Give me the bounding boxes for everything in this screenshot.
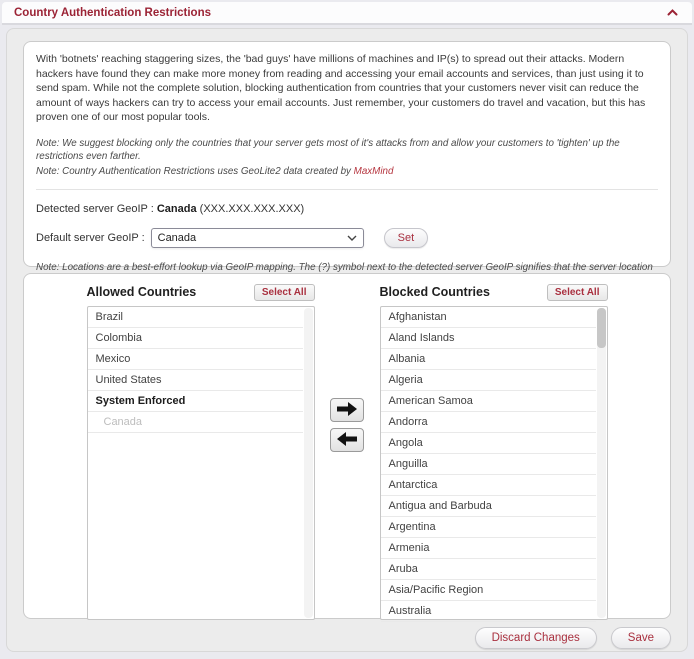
blocked-country-option[interactable]: Albania	[381, 349, 596, 370]
section-titlebar	[2, 2, 692, 25]
allowed-countries-column	[87, 282, 315, 618]
move-to-blocked-button[interactable]	[330, 398, 364, 422]
blocked-countries-column	[380, 282, 608, 618]
default-geoip-label: Default server GeoIP :	[36, 231, 145, 244]
set-button[interactable]: Set	[384, 228, 429, 248]
detected-geoip-label: Detected server GeoIP :	[36, 202, 157, 215]
system-enforced-header: System Enforced	[88, 391, 303, 412]
chevron-up-icon	[667, 4, 678, 19]
allowed-list-scrollbar[interactable]	[304, 308, 313, 618]
detected-geoip-ip: (XXX.XXX.XXX.XXX)	[196, 202, 305, 215]
move-to-allowed-button[interactable]	[330, 428, 364, 452]
blocked-country-option[interactable]: Aruba	[381, 559, 596, 580]
blocked-list-scrollbar-thumb[interactable]	[597, 308, 606, 348]
blocked-country-option[interactable]: Afghanistan	[381, 307, 596, 328]
detected-geoip-line	[36, 203, 658, 215]
page-title: Country Authentication Restrictions	[14, 6, 211, 19]
maxmind-link[interactable]: MaxMind	[353, 165, 394, 177]
blocked-country-option[interactable]: Andorra	[381, 412, 596, 433]
transfer-arrows	[315, 282, 380, 618]
arrow-left-icon	[337, 432, 357, 449]
system-enforced-country: Canada	[88, 412, 303, 433]
default-geoip-select[interactable]	[151, 228, 364, 248]
country-lists-panel	[23, 273, 671, 619]
blocked-country-option[interactable]: Antarctica	[381, 475, 596, 496]
default-geoip-selected-value: Canada	[157, 231, 197, 244]
locations-note: Note: Locations are a best-effort lookup via GeoIP mapping. The (?) symbol next to the detected server GeoIP signifies that the server location	[36, 261, 653, 273]
arrow-right-icon	[337, 402, 357, 419]
divider	[36, 189, 658, 190]
chevron-down-icon	[347, 232, 357, 244]
allowed-country-option[interactable]: Colombia	[88, 328, 303, 349]
blocked-country-option[interactable]: Algeria	[381, 370, 596, 391]
blocked-list-scrollbar[interactable]	[597, 308, 606, 618]
description-panel	[23, 41, 671, 273]
discard-changes-button[interactable]: Discard Changes	[475, 627, 597, 649]
blocked-country-option[interactable]: Armenia	[381, 538, 596, 559]
allowed-country-option[interactable]: Brazil	[88, 307, 303, 328]
default-geoip-row	[36, 228, 658, 248]
footer-actions	[7, 619, 687, 649]
geolite-note-text: Note: Country Authentication Restrictions uses GeoLite2 data created by	[36, 165, 354, 177]
blocked-countries-title: Blocked Countries	[379, 285, 490, 299]
blocked-country-option[interactable]: Angola	[381, 433, 596, 454]
allowed-select-all-button[interactable]: Select All	[254, 284, 315, 301]
blocked-countries-header	[380, 282, 608, 302]
suggestion-note: Note: We suggest blocking only the countries that your server gets most of it's attacks from and allow your customers to 'tighten' up the restrictions even farther.	[36, 137, 620, 162]
country-restrictions-panel	[6, 28, 688, 652]
blocked-country-option[interactable]: Asia/Pacific Region	[381, 580, 596, 601]
allowed-countries-title: Allowed Countries	[86, 285, 197, 299]
blocked-country-option[interactable]: Antigua and Barbuda	[381, 496, 596, 517]
blocked-country-option[interactable]: Anguilla	[381, 454, 596, 475]
blocked-country-option[interactable]: Australia	[381, 601, 596, 622]
intro-paragraph: With 'botnets' reaching staggering sizes, the 'bad guys' have millions of machines and IP(s) to spread out their attacks. Modern hackers have found they can make more money from reading and accessing your email accounts and services, than just using it to send spam. While not the complete solution, blocking authentication from countries that your customers never visit can reduce the amount of ways hackers can try to access your email accounts. Just remember, your customers do travel and vacation, but this has proven one of our most popular tools.	[36, 53, 646, 124]
allowed-countries-header	[87, 282, 315, 302]
blocked-country-option[interactable]: American Samoa	[381, 391, 596, 412]
blocked-countries-list	[380, 306, 608, 620]
blocked-country-option[interactable]: Aland Islands	[381, 328, 596, 349]
save-button[interactable]: Save	[611, 627, 671, 649]
blocked-country-option[interactable]: Argentina	[381, 517, 596, 538]
blocked-select-all-button[interactable]: Select All	[547, 284, 608, 301]
geolite-note	[36, 165, 658, 178]
detected-geoip-value: Canada	[156, 202, 197, 215]
allowed-country-option[interactable]: United States	[88, 370, 303, 391]
allowed-countries-list	[87, 306, 315, 620]
allowed-country-option[interactable]: Mexico	[88, 349, 303, 370]
collapse-button[interactable]	[665, 7, 680, 18]
